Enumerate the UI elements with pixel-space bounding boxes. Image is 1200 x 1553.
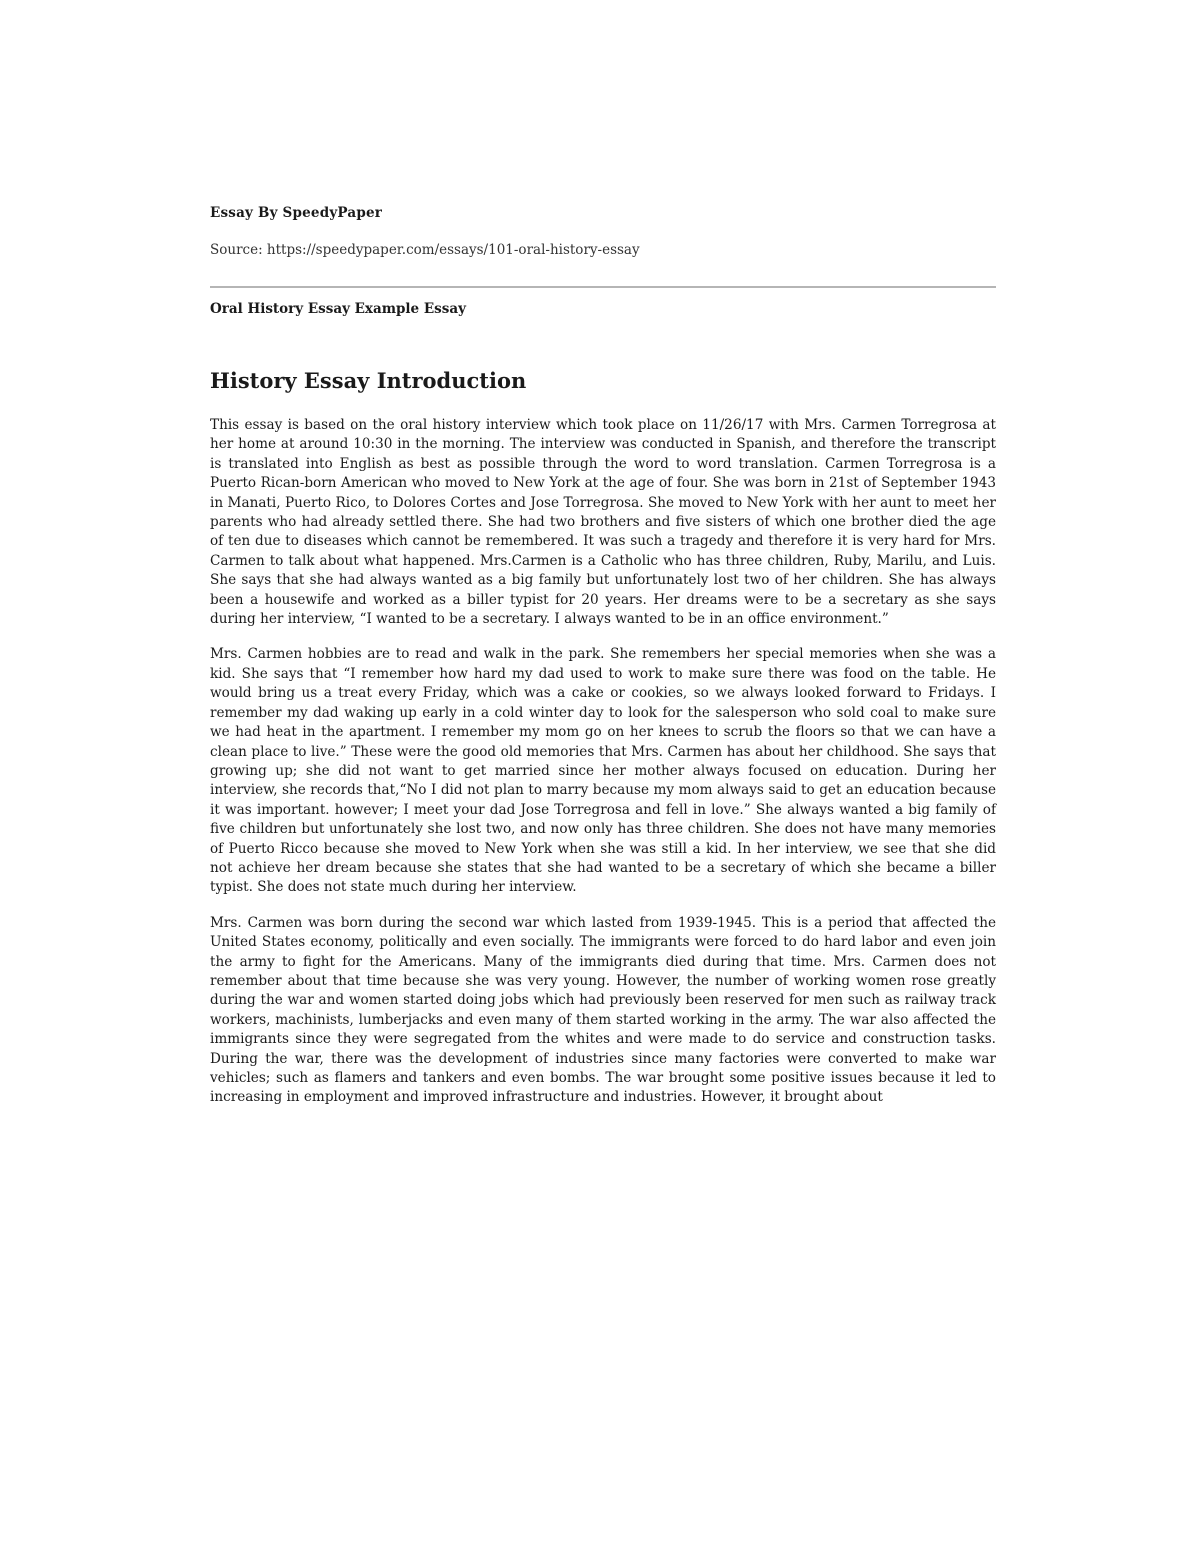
- paragraph: This essay is based on the oral history interview which took place on 11/26/17 with Mrs. Carmen Torregrosa at her home at around 10:30 in the morning. The interview was conducted in Spanish, and therefore the transcript is translated into English as best as possible through the word to word translation. Carmen Torregrosa is a Puerto Rican-born American who moved to New York at the age of four. She was born in 21st of September 1943 in Manati, Puerto Rico, to Dolores Cortes and Jose Torregrosa. She moved to New York with her aunt to meet her parents who had already settled there. She had two brothers and five sisters of which one brother died the age of ten due to diseases which cannot be remembered. It was such a tragedy and therefore it is very hard for Mrs. Carmen to talk about what happened. Mrs.Carmen is a Catholic who has three children, Ruby, Marilu, and Luis. She says that she had always wanted as a big family but unfortunately lost two of her children. She has always been a housewife and worked as a biller typist for 20 years. Her dreams were to be a secretary as she says during her interview, “I wanted to be a secretary. I always wanted to be in an office environment.”: [210, 417, 996, 628]
- document-title: Oral History Essay Example Essay: [210, 301, 466, 317]
- paragraph: Mrs. Carmen hobbies are to read and walk in the park. She remembers her special memories when she was a kid. She says that “I remember how hard my dad used to work to make sure there was food on the table. He would bring us a treat every Friday, which was a cake or cookies, so we always looked forward to Fridays. I remember my dad waking up early in a cold winter day to look for the salesperson who sold coal to make sure we had heat in the apartment. I remember my mom go on her knees to scrub the floors so that we can have a clean place to live.” These were the good old memories that Mrs. Carmen has about her childhood. She says that growing up; she did not want to get married since her mother always focused on education. During her interview, she records that,“No I did not plan to marry because my mom always said to get an education because it was important. however; I meet your dad Jose Torregrosa and fell in love.” She always wanted a big family of five children but unfortunately she lost two, and now only has three children. She does not have many memories of Puerto Ricco because she moved to New York when she was still a kid. In her interview, we see that she did not achieve her dream because she states that she had wanted to be a secretary of which she became a biller typist. She does not state much during her interview.: [210, 646, 996, 896]
- byline: Essay By SpeedyPaper: [210, 205, 383, 221]
- source-line: Source: https://speedypaper.com/essays/101-oral-history-essay: [210, 242, 640, 258]
- section-heading: History Essay Introduction: [210, 368, 527, 393]
- paragraph: Mrs. Carmen was born during the second war which lasted from 1939-1945. This is a period that affected the United States economy, politically and even socially. The immigrants were forced to do hard labor and even join the army to fight for the Americans. Many of the immigrants died during that time. Mrs. Carmen does not remember about that time because she was very young. However, the number of working women rose greatly during the war and women started doing jobs which had previously been reserved for men such as railway track workers, machinists, lumberjacks and even many of them started working in the army. The war also affected the immigrants since they were segregated from the whites and were made to do service and construction tasks. During the war, there was the development of industries since many factories were converted to make war vehicles; such as flamers and tankers and even bombs. The war brought some positive issues because it led to increasing in employment and improved infrastructure and industries. However, it brought about: [210, 914, 996, 1106]
- essay-body: [210, 416, 996, 1124]
- divider: [210, 286, 996, 288]
